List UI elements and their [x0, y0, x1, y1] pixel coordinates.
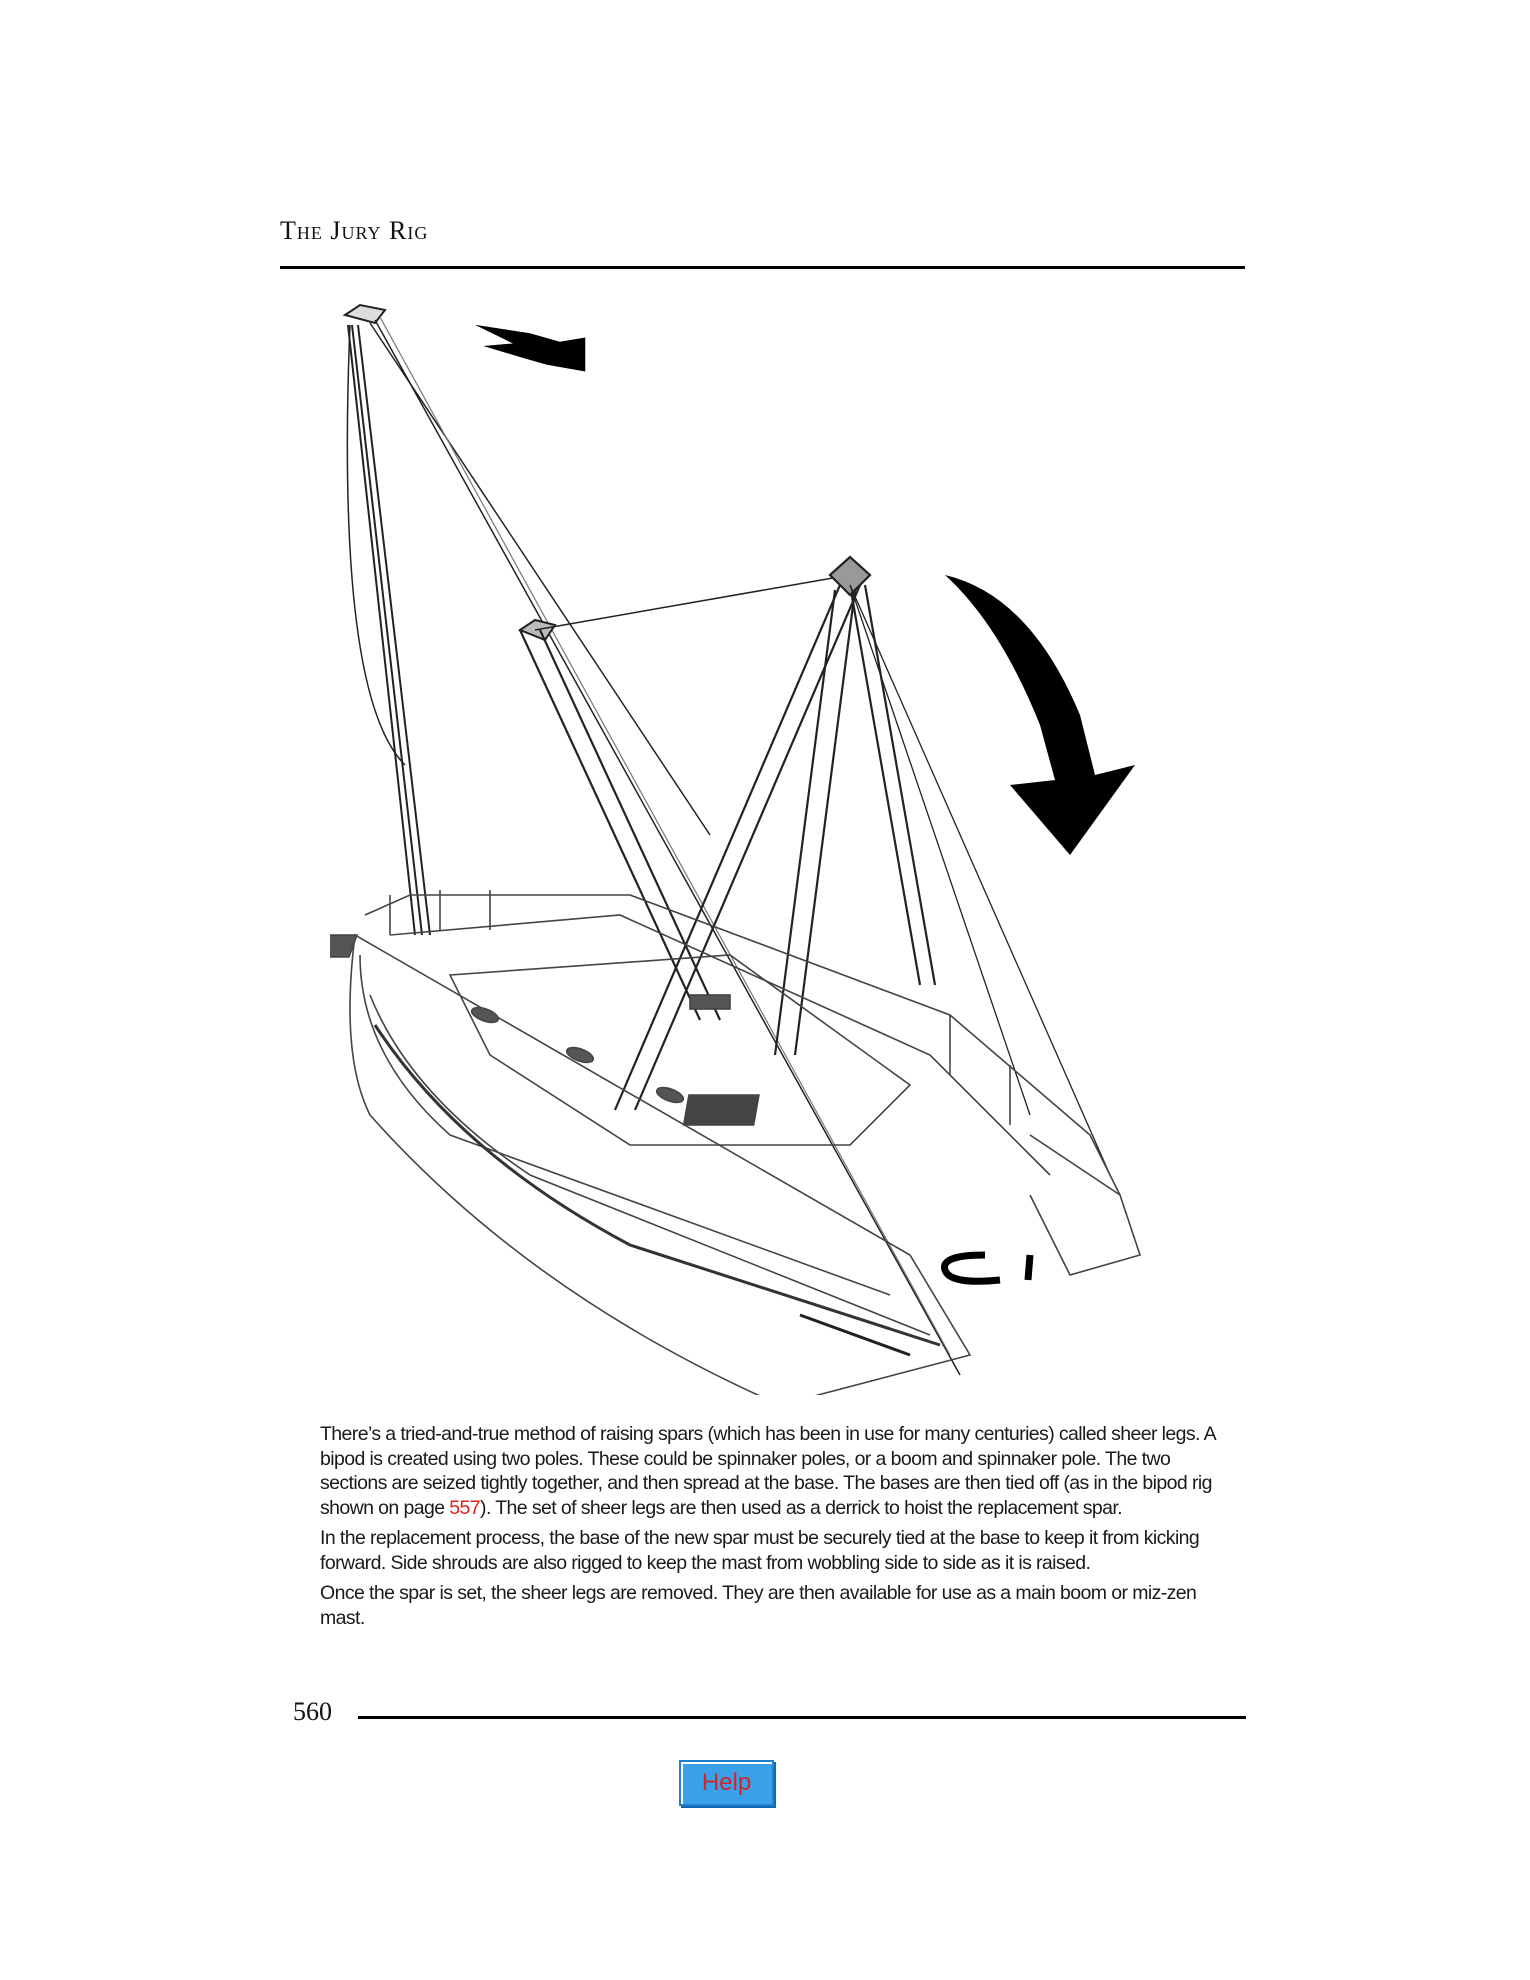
running-head: The Jury Rig: [280, 216, 429, 245]
paragraph-2: In the replacement process, the base of the new spar must be securely tied at the base to keep it from kicking forward. Side shrouds are also rigged to keep the mast from wobbling side to side as it is raised.: [320, 1527, 1200, 1574]
replacement-mast: [345, 305, 960, 1375]
header-rule: [280, 266, 1245, 269]
page-link-557[interactable]: 557: [449, 1496, 481, 1519]
boat-hull: [330, 890, 1140, 1395]
page-number: 560: [293, 1697, 332, 1726]
paragraph-1: There’s a tried-and-true method of raising spars (which has been in use for many centuries) called sheer legs. A bipod is created using two poles. These could be spinnaker poles, or a boom and spinnaker pole. The two sections are seized tightly together, and then spread at the base. The bases are then tied off (as in the bipod rig shown on page 557). The set of sheer legs are then used as a derrick to hoist the replacement spar.: [320, 1423, 1215, 1519]
rotate-arrow-icon: [945, 1255, 1031, 1281]
sheer-legs-illustration: [330, 295, 1230, 1395]
curved-arrow-down-icon: [945, 575, 1135, 855]
footer-rule: [358, 1716, 1246, 1719]
help-button[interactable]: Help: [679, 1760, 774, 1806]
paragraph-3: Once the spar is set, the sheer legs are removed. They are then available for use as a main boom or miz-zen mast.: [320, 1582, 1197, 1629]
body-text: [320, 1422, 1220, 1636]
arrow-right-icon: [475, 325, 586, 372]
